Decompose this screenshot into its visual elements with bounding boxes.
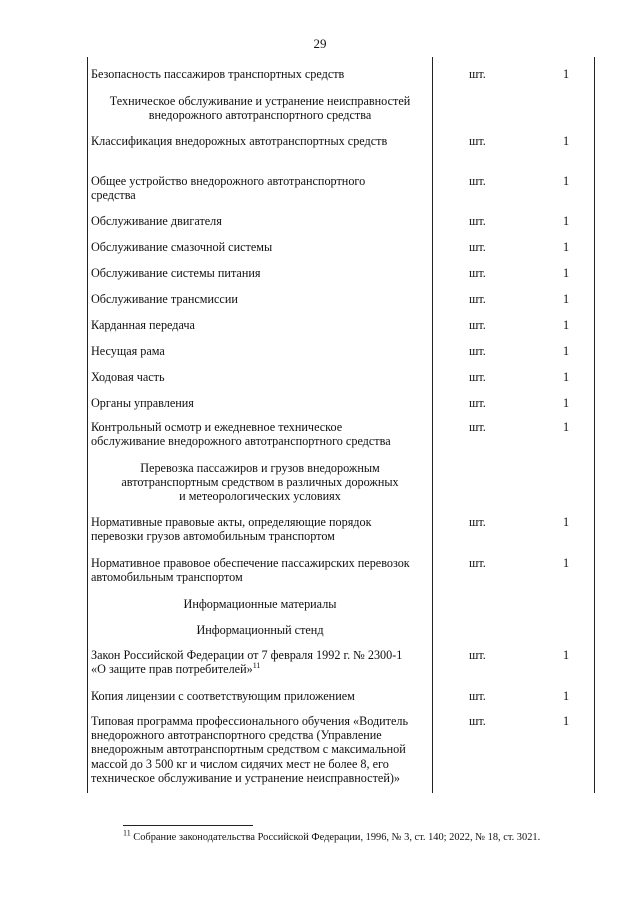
item-name: Обслуживание двигателя: [91, 214, 222, 228]
item-unit: шт.: [469, 318, 486, 332]
item-unit: шт.: [469, 134, 486, 148]
item-name: Копия лицензии с соответствующим приложением: [91, 689, 355, 703]
item-unit: шт.: [469, 714, 486, 728]
item-quantity: 1: [563, 240, 570, 254]
item-quantity: 1: [563, 556, 570, 570]
page-number: 29: [313, 36, 327, 51]
item-name: Контрольный осмотр и ежедневное техническое обслуживание внедорожного автотранспортного средства: [91, 420, 391, 449]
item-quantity: 1: [563, 714, 570, 728]
item-quantity: 1: [563, 420, 570, 434]
item-unit: шт.: [469, 396, 486, 410]
footnote-reference: 11: [252, 661, 261, 671]
footnote-separator: [123, 825, 253, 826]
footnote: [123, 828, 593, 844]
item-unit: шт.: [469, 214, 486, 228]
item-unit: шт.: [469, 370, 486, 384]
item-quantity: 1: [563, 344, 570, 358]
item-quantity: 1: [563, 67, 570, 81]
table-right-border: [594, 57, 595, 793]
section-heading: Перевозка пассажиров и грузов внедорожным автотранспортным средством в различных дорожных и метеорологических условиях: [121, 461, 399, 504]
item-unit: шт.: [469, 556, 486, 570]
item-quantity: 1: [563, 174, 570, 188]
item-name: Ходовая часть: [91, 370, 165, 384]
item-quantity: 1: [563, 370, 570, 384]
equipment-table: [87, 57, 595, 793]
item-name: Типовая программа профессионального обучения «Водитель внедорожного автотранспортного средства (Управление внедорожным автотранспортным средством с максимальной массой до 3 500 кг и числом сидячих мест не более 8, его техническое обслуживание и устранение неисправностей)»: [91, 714, 409, 785]
item-unit: шт.: [469, 266, 486, 280]
item-unit: шт.: [469, 344, 486, 358]
item-unit: шт.: [469, 240, 486, 254]
item-quantity: 1: [563, 318, 570, 332]
item-name: Безопасность пассажиров транспортных средств: [91, 67, 345, 81]
item-name: Классификация внедорожных автотранспортных средств: [91, 134, 388, 148]
item-name-text: Закон Российской Федерации от 7 февраля 1992 г. № 2300-1 «О защите прав потребителей»: [91, 648, 403, 677]
item-name: Нормативное правовое обеспечение пассажирских перевозок автомобильным транспортом: [91, 556, 410, 585]
item-quantity: 1: [563, 396, 570, 410]
item-name: Общее устройство внедорожного автотранспортного средства: [91, 174, 366, 203]
item-name: Карданная передача: [91, 318, 195, 332]
item-name: Обслуживание системы питания: [91, 266, 261, 280]
item-unit: шт.: [469, 67, 486, 81]
table-column-divider: [432, 57, 433, 793]
item-unit: шт.: [469, 648, 486, 662]
item-name: Несущая рама: [91, 344, 165, 358]
section-heading: Техническое обслуживание и устранение неисправностей внедорожного автотранспортного средства: [109, 94, 411, 123]
item-quantity: 1: [563, 214, 570, 228]
item-name: Органы управления: [91, 396, 194, 410]
item-quantity: 1: [563, 648, 570, 662]
item-quantity: 1: [563, 292, 570, 306]
section-heading: Информационные материалы: [183, 597, 337, 611]
item-unit: шт.: [469, 292, 486, 306]
item-quantity: 1: [563, 134, 570, 148]
item-unit: шт.: [469, 420, 486, 434]
item-quantity: 1: [563, 515, 570, 529]
item-name: Нормативные правовые акты, определяющие порядок перевозки грузов автомобильным транспортом: [91, 515, 372, 544]
item-quantity: 1: [563, 266, 570, 280]
item-unit: шт.: [469, 689, 486, 703]
table-left-border: [87, 57, 88, 793]
item-name: [91, 648, 431, 676]
item-quantity: 1: [563, 689, 570, 703]
footnote-text: Собрание законодательства Российской Федерации, 1996, № 3, ст. 140; 2022, № 18, ст. 3021.: [130, 832, 541, 843]
item-name: Обслуживание смазочной системы: [91, 240, 273, 254]
footnote-mark: 11: [123, 828, 131, 838]
item-name: Обслуживание трансмиссии: [91, 292, 238, 306]
item-unit: шт.: [469, 174, 486, 188]
item-unit: шт.: [469, 515, 486, 529]
section-heading: Информационный стенд: [196, 623, 324, 637]
